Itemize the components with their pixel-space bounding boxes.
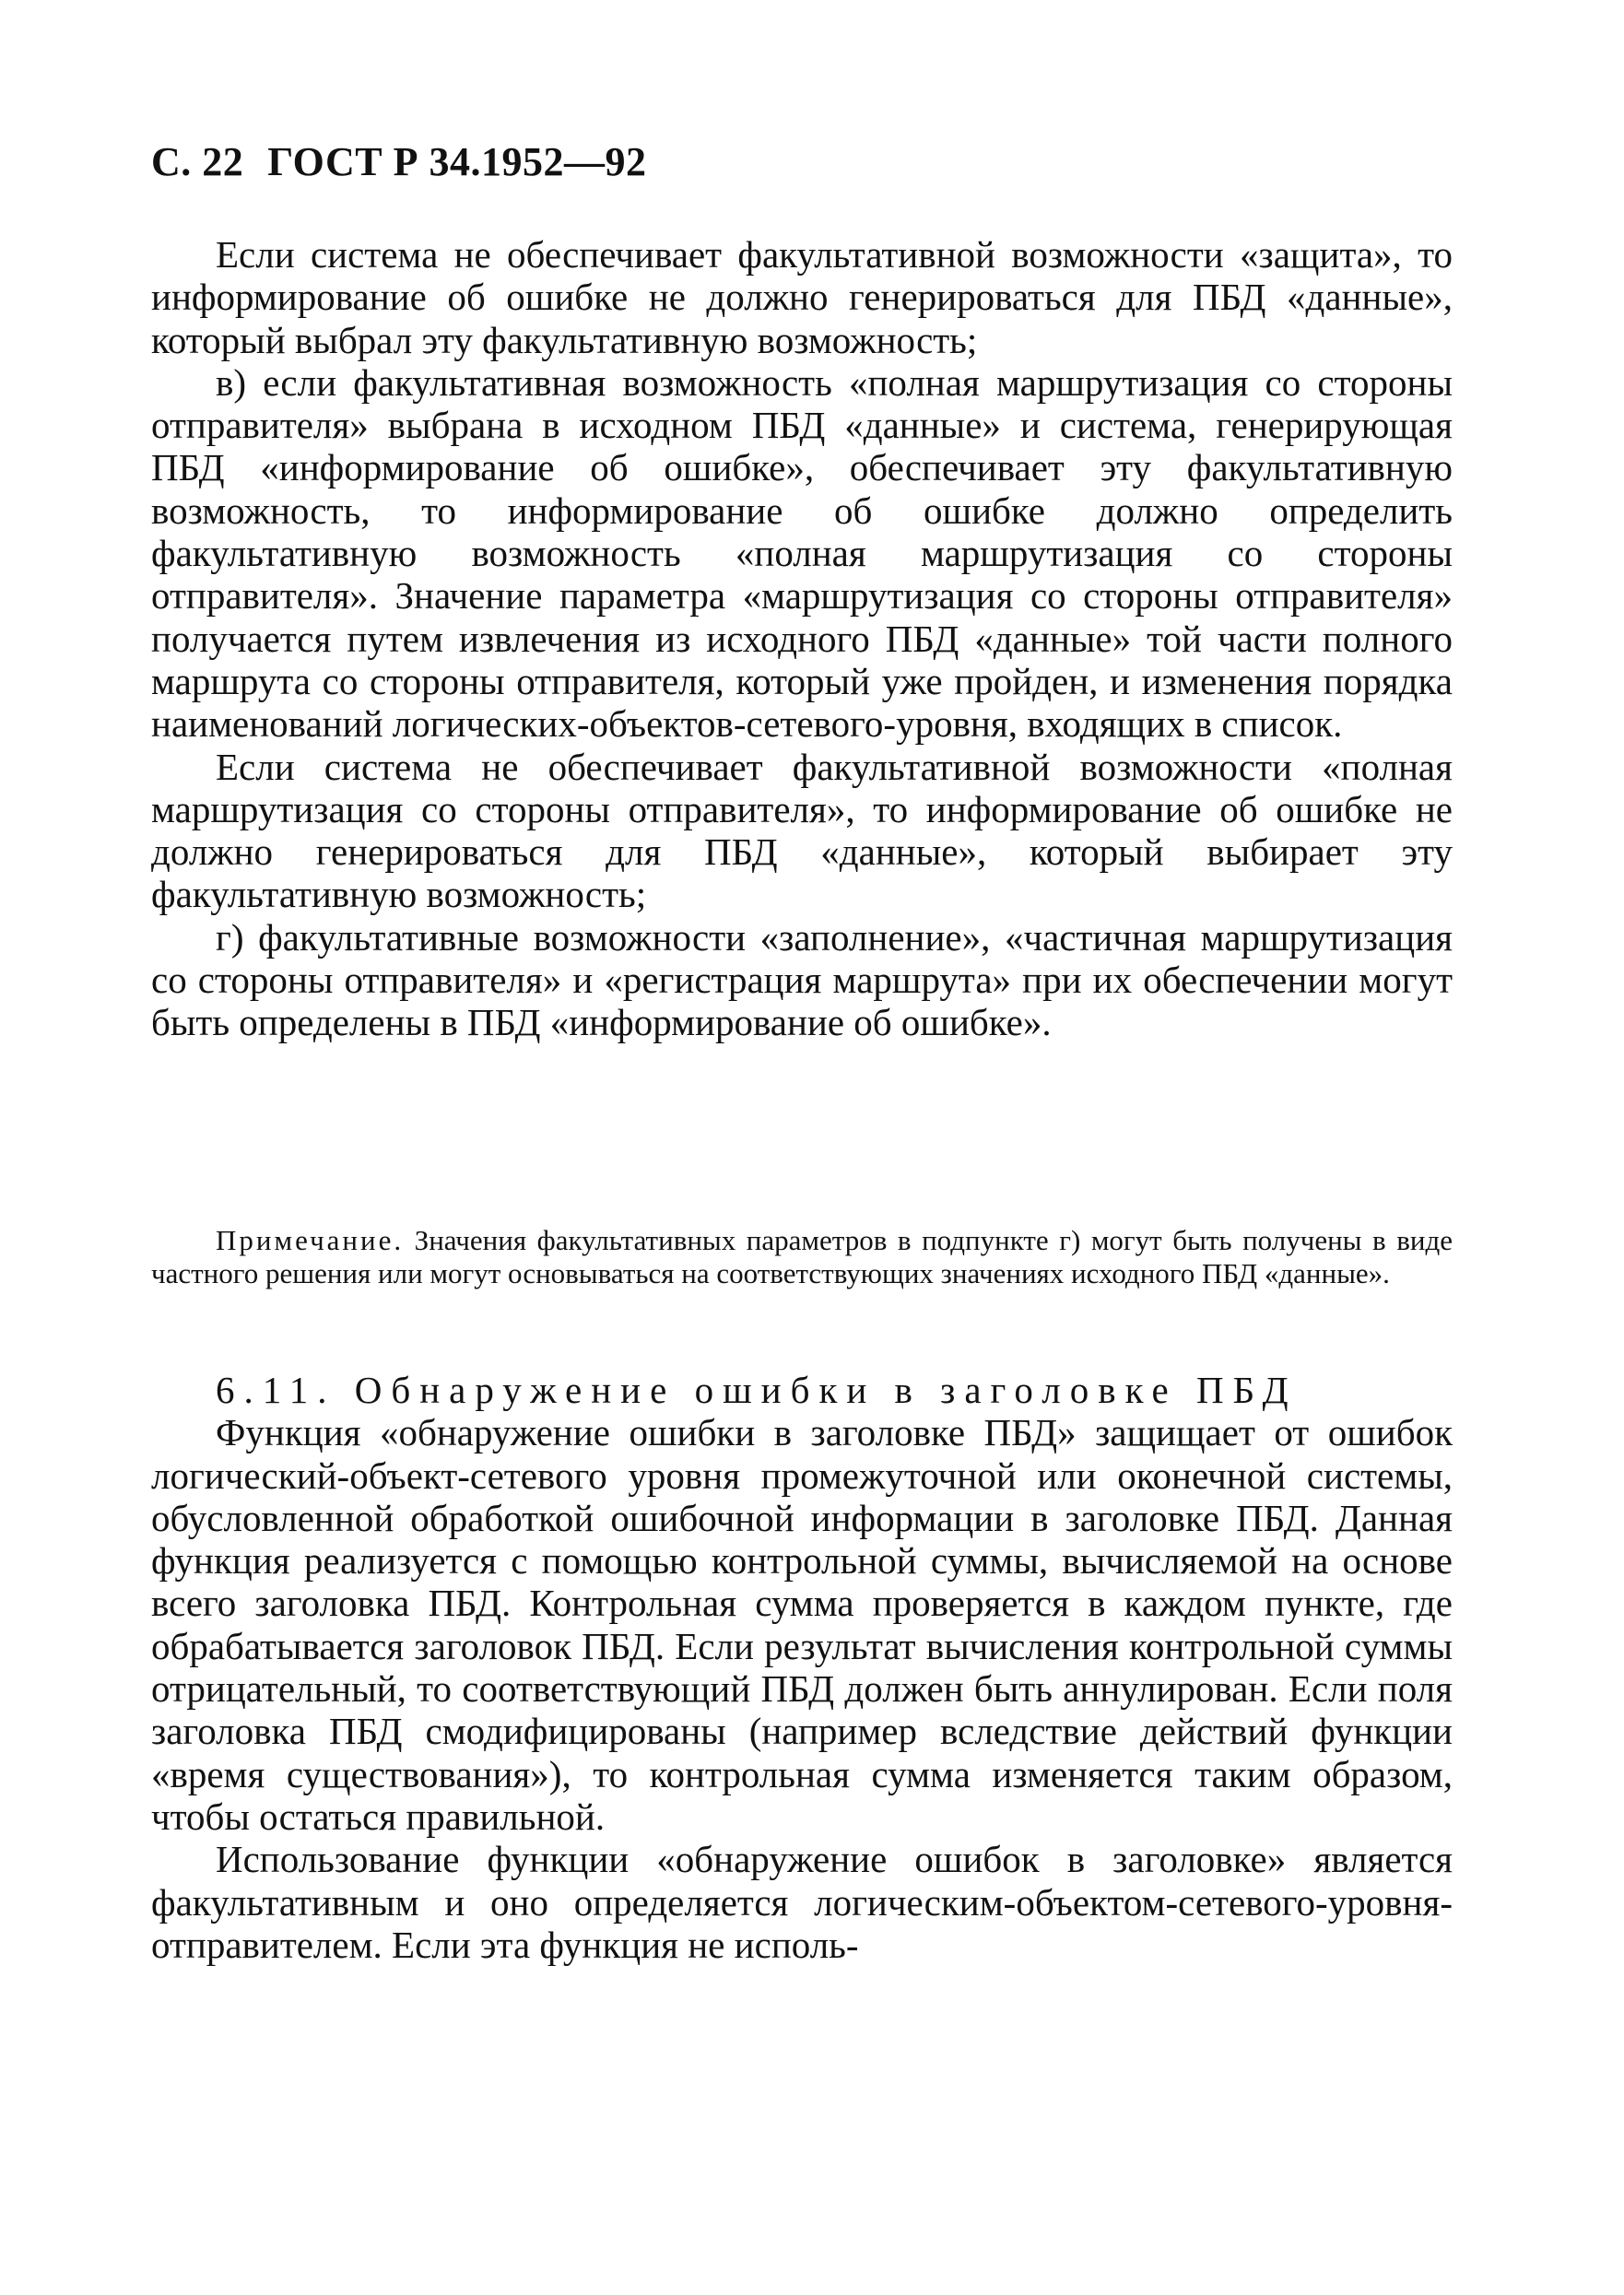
section-paragraph-2: Использование функции «обнаружение ошибок в заголовке» является факультативным и оно определяется логическим-объектом-сетевого-уровня-отправителем. Если эта функция не исполь- <box>151 1838 1453 1966</box>
paragraph-source-routing-note: Если система не обеспечивает факультативной возможности «полная маршрутизация со стороны отправителя», то информирование об ошибке не должно генерироваться для ПБД «данные», который выбирает эту факультативную возможность; <box>151 745 1453 916</box>
page-number: С. 22 <box>151 139 244 184</box>
paragraph-item-g: г) факультативные возможности «заполнение», «частичная маршрутизация со стороны отправителя» и «регистрация маршрута» при их обеспечении могут быть определены в ПБД «информирование об ошибке». <box>151 915 1453 1044</box>
note-label: Примечание. <box>216 1224 405 1256</box>
paragraph-item-v: в) если факультативная возможность «полная маршрутизация со стороны отправителя» выбрана в исходном ПБД «данные» и система, генерирующая ПБД «информирование об ошибке», обеспечивает эту факультативную возможность, то информирование об ошибке должно определить факультативную возможность «полная маршрутизация со стороны отправителя». Значение параметра «маршрутизация со стороны отправителя» получается путем извлечения из исходного ПБД «данные» той части полного маршрута со стороны отправителя, который уже пройден, и изменения порядка наименований логических-объектов-сетевого-уровня, входящих в список. <box>151 360 1453 746</box>
page-header <box>151 138 646 185</box>
section-paragraph-1: Функция «обнаружение ошибки в заголовке ПБД» защищает от ошибок логический-объект-сетевого уровня промежуточной или оконечной системы, обусловленной обработкой ошибочной информации в заголовке ПБД. Данная функция реализуется с помощью контрольной суммы, вычисляемой на основе всего заголовка ПБД. Контрольная сумма проверяется в каждом пункте, где обрабатывается заголовок ПБД. Если результат вычисления контрольной суммы отрицательный, то соответствующий ПБД должен быть аннулирован. Если поля заголовка ПБД смодифицированы (например вследствие действий функции «время существования»), то контрольная сумма изменяется таким образом, чтобы остаться правильной. <box>151 1411 1453 1838</box>
section-heading: 6.11. Обнаружение ошибки в заголовке ПБД <box>216 1369 1298 1411</box>
note-text: Значения факультативных параметров в подпункте г) могут быть получены в виде частного решения или могут основываться на соответствующих значениях исходного ПБД «данные». <box>151 1224 1453 1289</box>
standard-designation: ГОСТ Р 34.1952—92 <box>267 139 647 184</box>
section-6-11 <box>151 1369 1453 1966</box>
main-text <box>151 233 1453 1044</box>
footnote <box>151 1224 1453 1290</box>
paragraph-protection-note: Если система не обеспечивает факультативной возможности «защита», то информирование об ошибке не должно генерироваться для ПБД «данные», который выбрал эту факультативную возможность; <box>151 233 1453 361</box>
